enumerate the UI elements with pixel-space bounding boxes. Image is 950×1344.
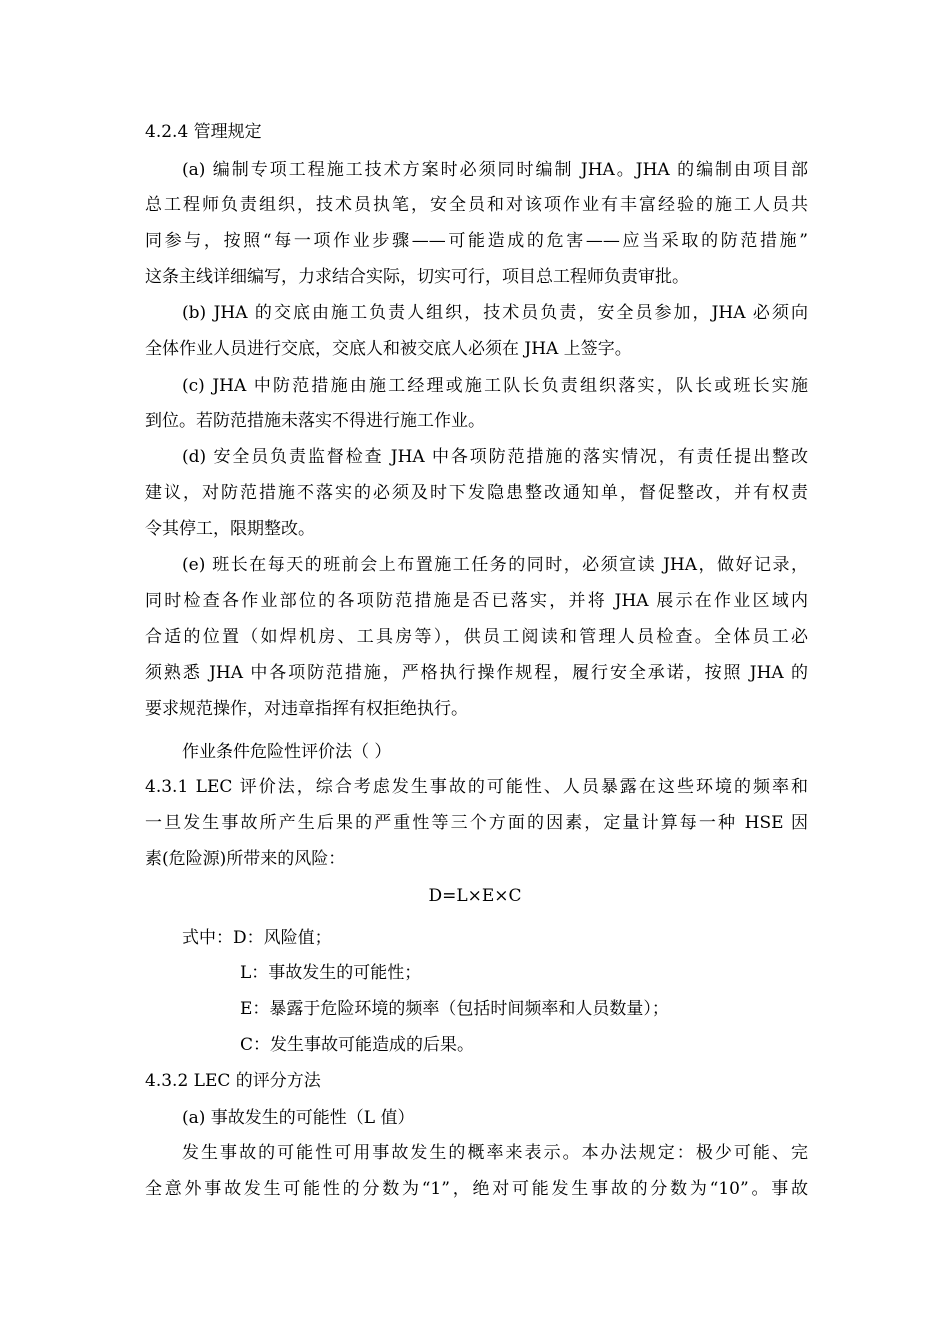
where-c: C：发生事故可能造成的后果。 [240, 1035, 475, 1055]
para-d-line-2: 建议，对防范措施不落实的必须及时下发隐患整改通知单，督促整改，并有权责 [145, 483, 808, 503]
section-title-4-2-4: 4.2.4 管理规定 [145, 122, 262, 142]
para-b-line-2: 全体作业人员进行交底，交底人和被交底人必须在 JHA 上签字。 [145, 339, 632, 359]
para-a-line-1: (a) 编制专项工程施工技术方案时必须同时编制 JHA。JHA 的编制由项目部 [182, 160, 808, 180]
para-e-line-5: 要求规范操作，对违章指挥有权拒绝执行。 [145, 699, 468, 719]
para-e-line-1: (e) 班长在每天的班前会上布置施工任务的同时，必须宣读 JHA，做好记录， [182, 555, 808, 575]
lec-line-1: 4.3.1 LEC 评价法，综合考虑发生事故的可能性、人员暴露在这些环境的频率和 [145, 777, 808, 797]
para-d-line-3: 令其停工，限期整改。 [145, 519, 315, 539]
para-e-line-2: 同时检查各作业部位的各项防范措施是否已落实，并将 JHA 展示在作业区域内 [145, 591, 808, 611]
para-c-line-1: (c) JHA 中防范措施由施工经理或施工队长负责组织落实，队长或班长实施 [182, 376, 808, 396]
section-title-4-3-2: 4.3.2 LEC 的评分方法 [145, 1071, 321, 1091]
para-e-line-3: 合适的位置（如焊机房、工具房等），供员工阅读和管理人员检查。全体员工必 [145, 627, 808, 647]
para-d-line-1: (d) 安全员负责监督检查 JHA 中各项防范措施的落实情况，有责任提出整改 [182, 447, 808, 467]
lec-line-2: 一旦发生事故所产生后果的严重性等三个方面的因素，定量计算每一种 HSE 因 [145, 813, 808, 833]
para-e-line-4: 须熟悉 JHA 中各项防范措施，严格执行操作规程，履行安全承诺，按照 JHA 的 [145, 663, 808, 683]
where-e: E：暴露于危险环境的频率（包括时间频率和人员数量）； [240, 999, 669, 1019]
section-heading-4-3: 作业条件危险性评价法（ ） [182, 742, 392, 762]
para-a-line-4: 这条主线详细编写，力求结合实际，切实可行，项目总工程师负责审批。 [145, 267, 689, 287]
where-d: 式中：D：风险值； [182, 928, 332, 948]
lec-line-3: 素(危险源)所带来的风险： [145, 849, 346, 869]
l-para-line-1: 发生事故的可能性可用事故发生的概率来表示。本办法规定：极少可能、完 [182, 1143, 808, 1163]
para-b-line-1: (b) JHA 的交底由施工负责人组织，技术员负责，安全员参加，JHA 必须向 [182, 303, 808, 323]
l-para-line-2: 全意外事故发生可能性的分数为“1”，绝对可能发生事故的分数为“10”。事故 [145, 1179, 808, 1199]
para-c-line-2: 到位。若防范措施未落实不得进行施工作业。 [145, 411, 485, 431]
para-a-line-2: 总工程师负责组织，技术员执笔，安全员和对该项作业有丰富经验的施工人员共 [145, 195, 808, 215]
para-a-line-3: 同参与，按照“每一项作业步骤——可能造成的危害——应当采取的防范措施” [145, 231, 808, 251]
subsection-a-l-value: (a) 事故发生的可能性（L 值） [182, 1108, 415, 1128]
formula: D=L×E×C [428, 886, 522, 906]
where-l: L：事故发生的可能性； [240, 963, 422, 983]
